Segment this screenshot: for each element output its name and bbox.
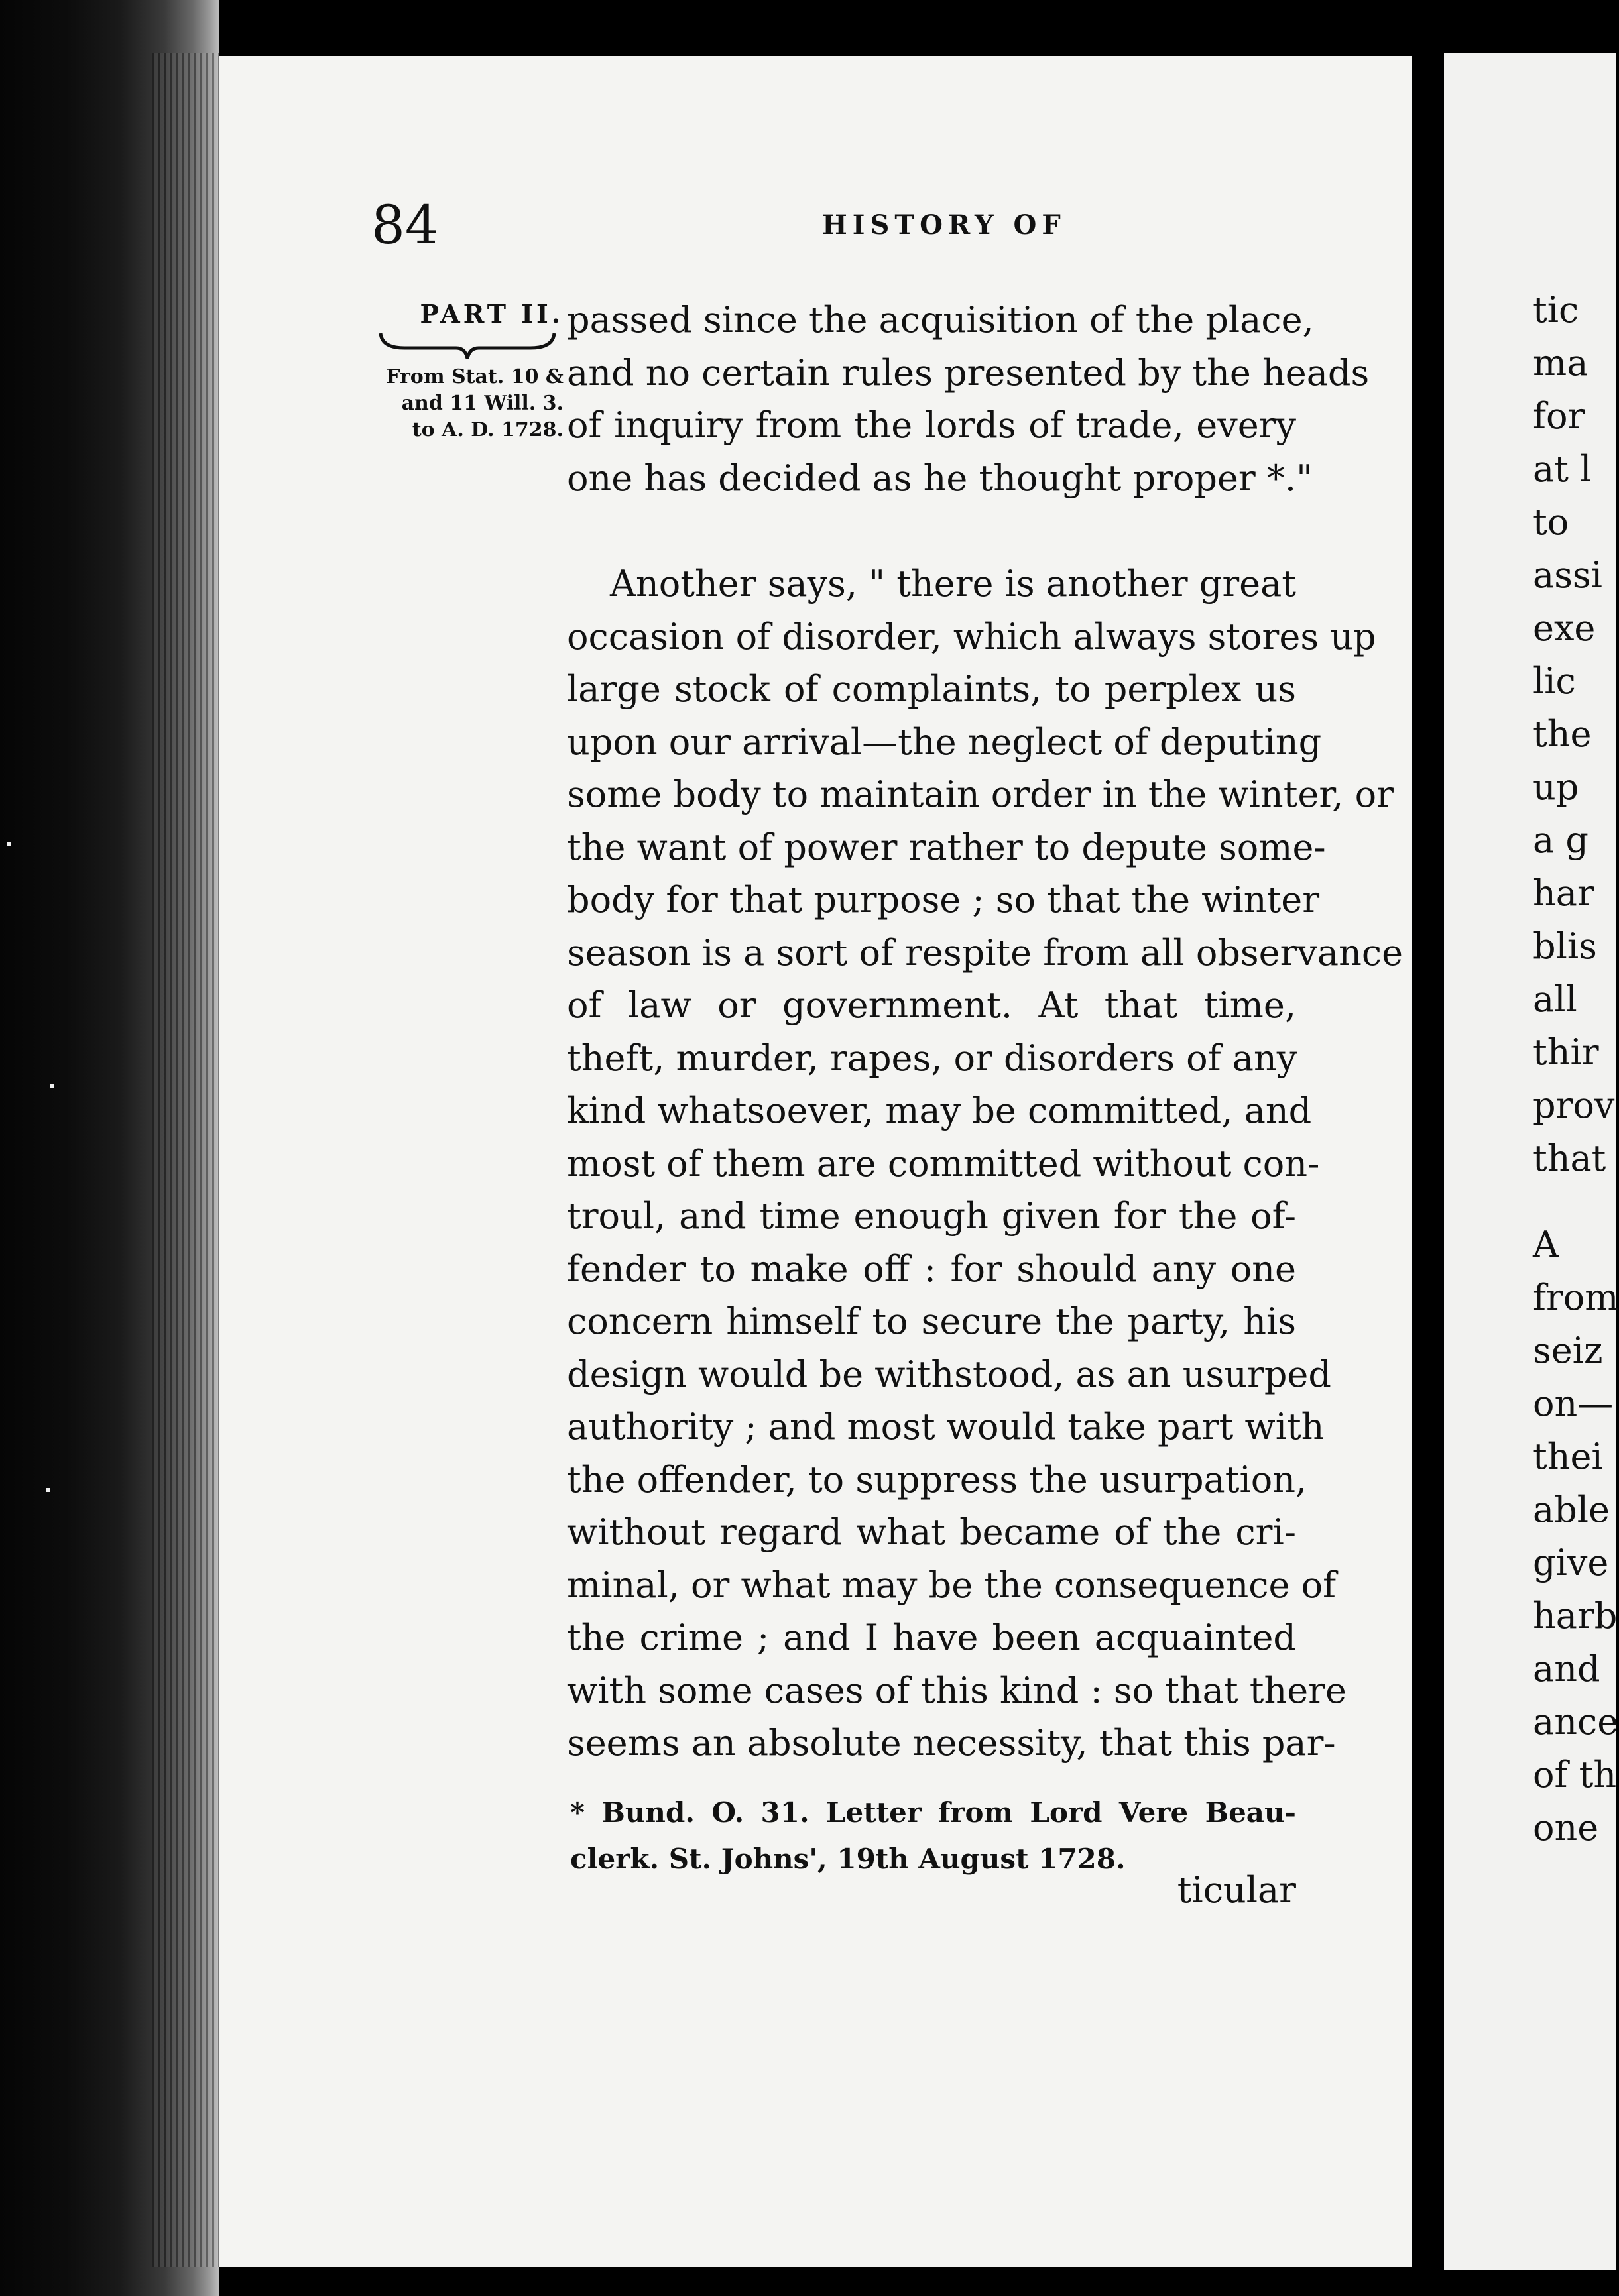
facing-line: ance xyxy=(1533,1701,1619,1743)
brace-icon xyxy=(378,331,557,361)
text-line: one has decided as he thought proper *." xyxy=(567,457,1313,499)
facing-line: all xyxy=(1533,978,1577,1020)
facing-line: up xyxy=(1533,766,1579,808)
margin-note-lines xyxy=(371,364,564,443)
facing-line: able xyxy=(1533,1489,1610,1530)
page-edge-stripes xyxy=(152,53,219,2267)
footnote-line: clerk. St. Johns', 19th August 1728. xyxy=(570,1843,1126,1875)
facing-line: lic xyxy=(1533,660,1576,702)
scan-speck xyxy=(46,1488,50,1492)
part-label: PART II. xyxy=(420,299,564,329)
facing-line: A xyxy=(1533,1224,1559,1265)
text-line: upon our arrival—the neglect of deputing xyxy=(567,720,1322,763)
text-line: and no certain rules presented by the heads xyxy=(567,351,1370,394)
text-line: of inquiry from the lords of trade, every xyxy=(567,404,1296,446)
facing-line: harb xyxy=(1533,1595,1618,1636)
text-line: without regard what became of the cri- xyxy=(567,1511,1296,1553)
facing-page-text xyxy=(1533,284,1619,1855)
text-line: season is a sort of respite from all observance xyxy=(567,931,1404,974)
body-text xyxy=(567,294,1404,1770)
facing-line: at l xyxy=(1533,448,1592,490)
text-line: some body to maintain order in the winter, or xyxy=(567,774,1394,815)
text-line: most of them are committed without con- xyxy=(567,1142,1320,1184)
facing-line: for xyxy=(1533,395,1585,437)
page-fold xyxy=(1412,50,1442,2283)
facing-line: and xyxy=(1533,1648,1600,1690)
text-line: the want of power rather to depute some- xyxy=(567,826,1326,868)
facing-line: to xyxy=(1533,501,1569,543)
scan-speck xyxy=(7,842,11,846)
facing-line: one xyxy=(1533,1807,1599,1849)
text-line: passed since the acquisition of the place, xyxy=(567,299,1314,341)
text-line: Another says, " there is another great xyxy=(610,563,1296,604)
scan-speck xyxy=(50,1084,54,1088)
facing-line: of th xyxy=(1533,1754,1617,1796)
facing-line: a g xyxy=(1533,819,1589,861)
footnote-line: * Bund. O. 31. Letter from Lord Vere Beau- xyxy=(570,1796,1296,1829)
facing-line: blis xyxy=(1533,925,1597,967)
text-line: of law or government. At that time, xyxy=(567,984,1296,1026)
margin-note xyxy=(371,299,564,443)
page-number: 84 xyxy=(371,194,439,256)
facing-line: ma xyxy=(1533,342,1589,384)
text-line: troul, and time enough given for the of- xyxy=(567,1195,1296,1237)
text-line: authority ; and most would take part with xyxy=(567,1406,1325,1448)
text-line: with some cases of this kind : so that there xyxy=(567,1669,1347,1711)
text-line: kind whatsoever, may be committed, and xyxy=(567,1090,1312,1131)
facing-line: give xyxy=(1533,1542,1609,1583)
text-line: fender to make off : for should any one xyxy=(567,1247,1296,1290)
text-line: concern himself to secure the party, his xyxy=(567,1300,1296,1342)
facing-line: thei xyxy=(1533,1436,1603,1477)
text-line: occasion of disorder, which always stores up xyxy=(567,615,1376,658)
margin-note-line: From Stat. 10 & xyxy=(386,365,564,388)
facing-line: seiz xyxy=(1533,1330,1603,1371)
facing-line: assi xyxy=(1533,554,1602,596)
text-line: design would be withstood, as an usurped xyxy=(567,1353,1331,1395)
facing-line: prov xyxy=(1533,1084,1615,1126)
facing-line: exe xyxy=(1533,607,1596,649)
text-line: the offender, to suppress the usurpation, xyxy=(567,1458,1307,1501)
text-line: the crime ; and I have been acquainted xyxy=(567,1617,1296,1658)
facing-line: the xyxy=(1533,713,1592,755)
facing-line: from xyxy=(1533,1277,1619,1318)
footnote xyxy=(570,1790,1296,1882)
margin-note-line: to A. D. 1728. xyxy=(412,418,564,441)
paragraph-gap xyxy=(567,504,1296,557)
text-line: minal, or what may be the consequence of xyxy=(567,1564,1337,1606)
facing-line: thir xyxy=(1533,1031,1599,1073)
margin-note-line: and 11 Will. 3. xyxy=(401,392,564,415)
catchword: ticular xyxy=(1177,1869,1296,1911)
facing-line: har xyxy=(1533,872,1594,914)
text-line: large stock of complaints, to perplex us xyxy=(567,668,1296,710)
facing-line: that xyxy=(1533,1137,1606,1179)
text-line: body for that purpose ; so that the winter xyxy=(567,879,1320,921)
text-line: theft, murder, rapes, or disorders of any xyxy=(567,1037,1297,1079)
facing-line: on— xyxy=(1533,1383,1614,1424)
text-line: seems an absolute necessity, that this par- xyxy=(567,1722,1336,1764)
running-head: HISTORY OF xyxy=(822,209,1066,241)
facing-line: tic xyxy=(1533,289,1579,331)
